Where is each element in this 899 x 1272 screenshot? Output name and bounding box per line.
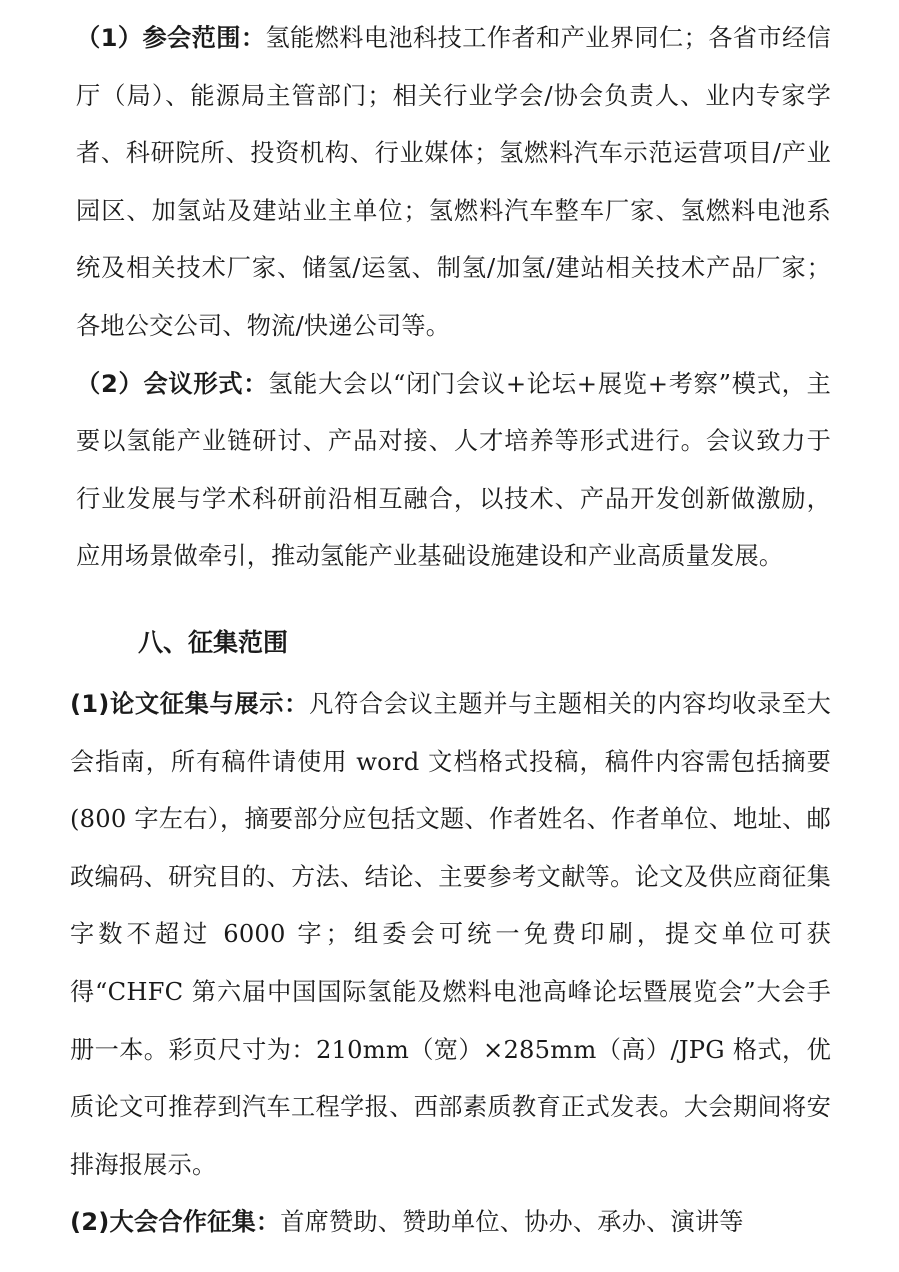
meeting-format-paragraph: [76, 356, 831, 586]
participant-scope-label: （1）参会范围：: [76, 24, 266, 52]
paper-collection-paragraph: [70, 676, 831, 1194]
cooperation-collection-label: (2)大会合作征集：: [70, 1208, 281, 1237]
cooperation-collection-text: 首席赞助、赞助单位、协办、承办、演讲等: [280, 1208, 744, 1237]
participant-scope-text: 氢能燃料电池科技工作者和产业界同仁；各省市经信厅（局）、能源局主管部门；相关行业学会/协会负责人、业内专家学者、科研院所、投资机构、行业媒体；氢燃料汽车示范运营项目/产业园区、加氢站及建站业主单位；氢燃料汽车整车厂家、氢燃料电池系统及相关技术厂家、储氢/运氢、制氢/加氢/建站相关技术产品厂家；各地公交公司、物流/快递公司等。: [76, 24, 831, 340]
participant-scope-paragraph: [76, 10, 831, 356]
cooperation-collection-paragraph: [70, 1194, 831, 1252]
meeting-format-label: （2）会议形式：: [76, 369, 269, 398]
meeting-format-text: 氢能大会以“闭门会议+论坛+展览+考察”模式，主要以氢能产业链研讨、产品对接、人才培养等形式进行。会议致力于行业发展与学术科研前沿相互融合，以技术、产品开发创新做激励，应用场景做牵引，推动氢能产业基础设施建设和产业高质量发展。: [76, 369, 831, 571]
paper-collection-text: 凡符合会议主题并与主题相关的内容均收录至大会指南，所有稿件请使用 word 文档格式投稿，稿件内容需包括摘要(800 字左右），摘要部分应包括文题、作者姓名、作者单位、地址、邮政编码、研究目的、方法、结论、主要参考文献等。论文及供应商征集字数不超过 6000 字；组委会可统一免费印刷，提交单位可获得“CHFC 第六届中国国际氢能及燃料电池高峰论坛暨展览会”大会手册一本。彩页尺寸为：210mm（宽）×285mm（高）/JPG 格式，优质论文可推荐到汽车工程学报、西部素质教育正式发表。大会期间将安排海报展示。: [70, 689, 832, 1179]
section-heading: 八、征集范围: [138, 627, 289, 657]
paper-collection-label: (1)论文征集与展示：: [70, 689, 310, 718]
